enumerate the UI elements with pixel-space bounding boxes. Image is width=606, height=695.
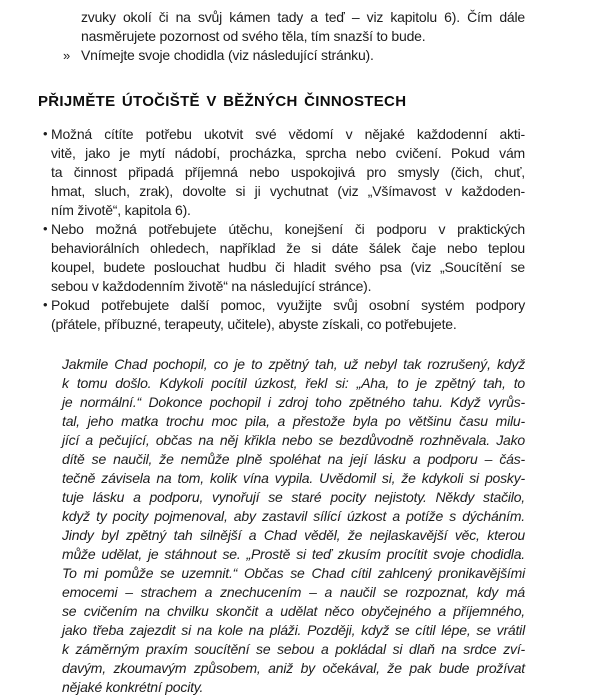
- text-line: tuje lásku a podporu, vynořují se staré pocity nejistoty. Někdy stačilo,: [62, 489, 525, 505]
- bullet-marker: •: [43, 126, 48, 141]
- text-line: hmat, sluch, zrak), dovolte si ji vychutnat (viz „Všímavost v každoden-: [51, 183, 525, 199]
- text-line: k záměrným praxím soucítění se sebou a pokládal si dlaň na srdce zví-: [62, 641, 525, 657]
- text-line: Vnímejte svoje chodidla (viz následující stránku).: [81, 47, 374, 63]
- text-line: zvuky okolí či na svůj kámen tady a teď – viz kapitolu 6). Čím dále: [81, 9, 525, 25]
- sub-bullet-marker: »: [63, 48, 71, 63]
- text-line: tečně závisela na tom, kolik vína vypila. Uvědomil si, že kdykoli si posky-: [62, 470, 525, 486]
- text-line: Jakmile Chad pochopil, co je to zpětný tah, už nebyl tak rozrušený, když: [62, 356, 525, 372]
- text-line: sebou v každodenním životě“ na následující stránce).: [51, 278, 372, 294]
- text-line: davým, zkoumavým způsobem, aniž by očekával, že pak bude prožívat: [62, 660, 525, 676]
- sub-bullet-text: [81, 46, 525, 65]
- story-paragraph: [62, 355, 525, 695]
- bullet-list: [0, 125, 606, 334]
- text-line: může udělat, je stáhnout se. „Prostě si teď zkusím procítit svoje chodidla.: [62, 546, 525, 562]
- text-line: se cvičením na chvilku skončit a udělat něco obyčejného a příjemného,: [62, 603, 525, 619]
- text-line: vitě, jako je mytí nádobí, procházka, sprcha nebo cvičení. Pokud vám: [51, 145, 525, 161]
- text-line: nasměrujete pozornost od svého těla, tím snazší to bude.: [81, 28, 426, 44]
- bullet-item: [43, 220, 606, 296]
- text-line: (přátele, příbuzné, terapeuty, učitele), abyste získali, co potřebujete.: [51, 316, 457, 332]
- text-line: dítě se naučil, že nemůže plně spoléhat na její lásku a podporu – čás-: [62, 451, 525, 467]
- bullet-marker: •: [43, 221, 48, 236]
- text-line: jako třeba zajezdit si na kole na pláži. Později, když se cítil lépe, se vrátil: [62, 622, 525, 638]
- continuation-paragraph: [81, 8, 525, 46]
- bullet-item: [43, 125, 606, 220]
- text-line: nějaké konkrétní pocity.: [62, 679, 204, 695]
- bullet-item: [43, 296, 606, 334]
- text-line: Nebo možná potřebujete útěchu, konejšení či podporu v praktických: [51, 221, 525, 237]
- text-line: Možná cítíte potřebu ukotvit své vědomí v nějaké každodenní akti-: [51, 126, 525, 142]
- bullet-text: [51, 220, 525, 296]
- text-line: k tomu došlo. Kdykoli pocítil úzkost, řekl si: „Aha, to je zpětný tah, to: [62, 375, 525, 391]
- text-line: behaviorálních ohledech, například že si dáte šálek čaje nebo teplou: [51, 240, 525, 256]
- text-line: ním životě“, kapitola 6).: [51, 202, 191, 218]
- bullet-text: [51, 296, 525, 334]
- bullet-text: [51, 125, 525, 220]
- text-line: ta činnost připadá příjemná nebo uspokojivá pro smysly (čich, chuť,: [51, 164, 525, 180]
- sub-bullet-item: [63, 46, 525, 65]
- section-heading: PŘIJMĚTE ÚTOČIŠTĚ V BĚŽNÝCH ČINNOSTECH: [38, 93, 407, 110]
- text-line: tal, jeho matka trochu moc pila, a přestože byla po většinu času milu-: [62, 413, 525, 429]
- bullet-marker: •: [43, 297, 48, 312]
- text-line: když ty pocity pojmenoval, aby zastavil sílící úzkost a potíže s dýcháním.: [62, 508, 525, 524]
- text-line: je normální.“ Dokonce pochopil i zdroj toho zpětného tahu. Když vyrůs-: [62, 394, 525, 410]
- text-line: To mi pomůže se uzemnit.“ Občas se Chad cítil zahlcený pronikavějšími: [62, 565, 525, 581]
- text-line: Jindy byl zpětný tah silnější a Chad věděl, že nejlaskavější věc, kterou: [62, 527, 525, 543]
- text-line: koupel, budete poslouchat hudbu či hladit svého psa (viz „Soucítění se: [51, 259, 525, 275]
- text-line: Pokud potřebujete další pomoc, využijte svůj osobní systém podpory: [51, 297, 525, 313]
- text-line: jící a pečující, občas na něj křikla nebo se bezdůvodně rozhněvala. Jako: [62, 432, 525, 448]
- text-line: emocemi – strachem a znechucením – a naučil se rozpoznat, kdy má: [62, 584, 525, 600]
